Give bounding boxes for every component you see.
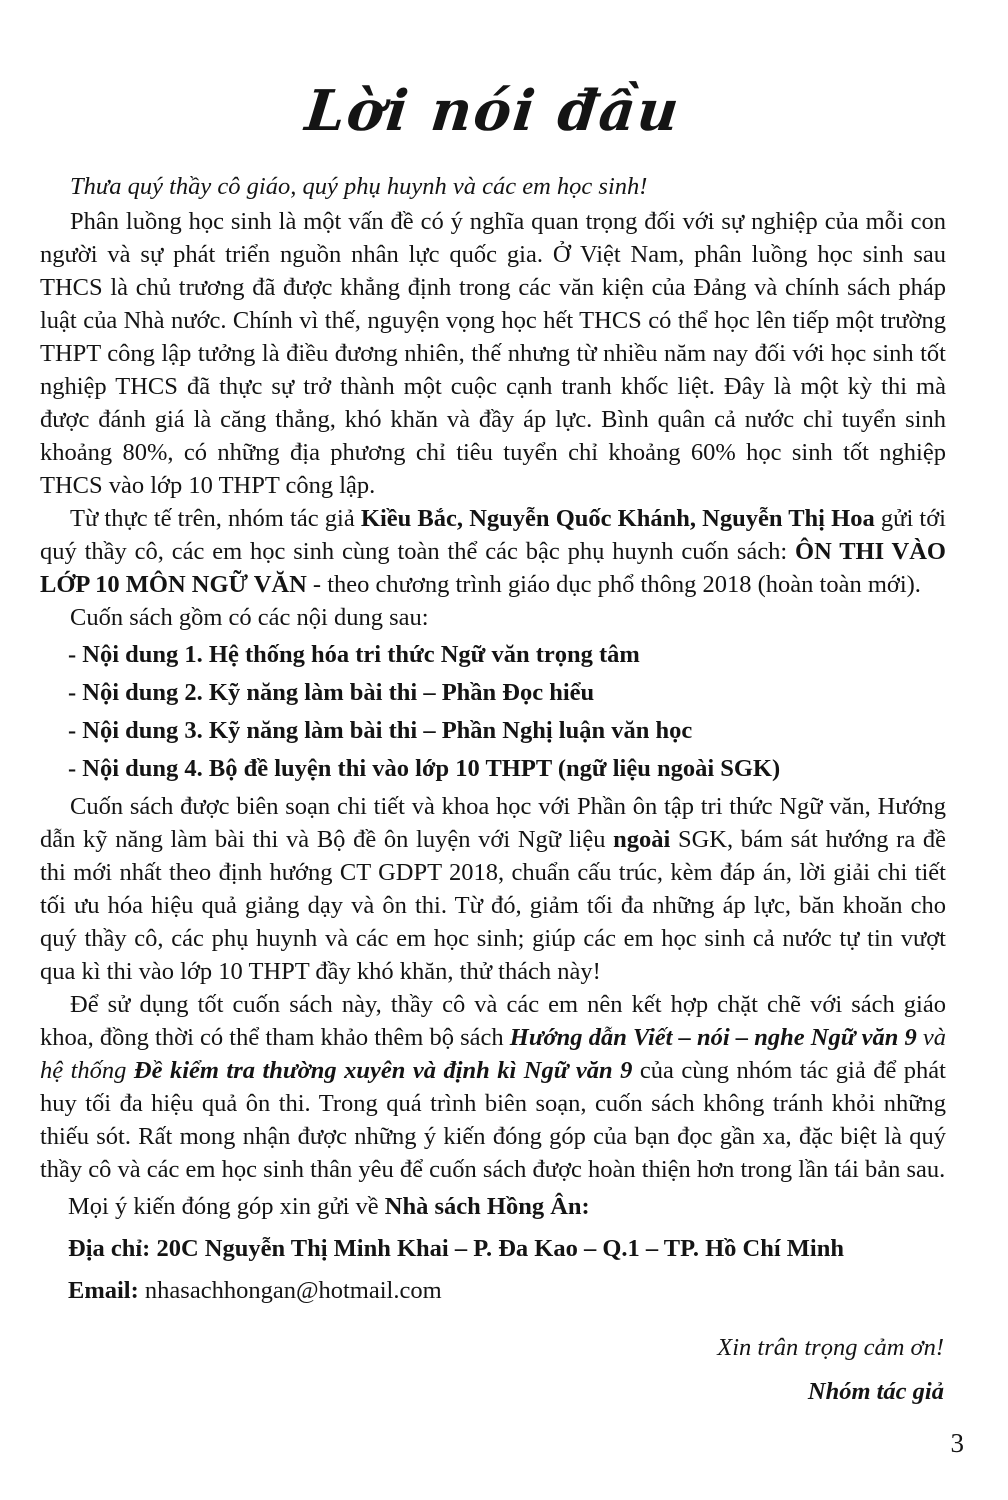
text-segment: và hệ thống — [40, 1024, 946, 1084]
text-segment: của cùng nhóm tác giả để phát huy tối đa hiệu quả ôn thi. Trong quá trình biên soạn, cuốn sách không tránh khỏi những thiếu sót. Rất mong nhận được những ý kiến đóng góp của bạn đọc gần xa, đặc biệt là quý thầy cô và các em học sinh thân yêu để cuốn sách được hoàn thiện hơn trong lần tái bản sau. — [40, 1057, 946, 1183]
email-value: nhasachhongan@hotmail.com — [138, 1277, 442, 1304]
text-segment: Cuốn sách được biên soạn chi tiết và khoa học với Phần ôn tập tri thức Ngữ văn, Hướng dẫn kỹ năng làm bài thi và Bộ đề ôn luyện với Ngữ liệu — [40, 793, 946, 853]
page-title: Lời nói đầu — [302, 78, 684, 144]
contact-block — [40, 1186, 946, 1312]
address-line: Địa chỉ: 20C Nguyễn Thị Minh Khai – P. Đa Kao – Q.1 – TP. Hồ Chí Minh — [68, 1235, 844, 1262]
contents-item-2: - Nội dung 2. Kỹ năng làm bài thi – Phần Đọc hiểu — [68, 679, 595, 706]
contents-list — [40, 636, 946, 788]
text-segment: Mọi ý kiến đóng góp xin gửi về — [68, 1193, 385, 1220]
email-line — [40, 1270, 946, 1312]
closing-thanks: Xin trân trọng cảm ơn! — [717, 1334, 944, 1361]
feedback-line — [40, 1186, 946, 1228]
salutation-line: Thưa quý thầy cô giáo, quý phụ huynh và các em học sinh! — [70, 173, 648, 200]
paragraph-description — [40, 790, 946, 988]
contents-item-3: - Nội dung 3. Kỹ năng làm bài thi – Phần Nghị luận văn học — [68, 717, 693, 744]
referenced-book-1: Hướng dẫn Viết – nói – nghe Ngữ văn 9 — [509, 1024, 917, 1051]
email-label: Email: — [68, 1277, 139, 1304]
paragraph-intro: Phân luồng học sinh là một vấn đề có ý nghĩa quan trọng đối với sự nghiệp của mỗi con người và sự phát triển nguồn nhân lực quốc gia. Ở Việt Nam, phân luồng học sinh sau THCS là chủ trương đã được khẳng định trong các văn kiện của Đảng và chính sách pháp luật của Nhà nước. Chính vì thế, nguyện vọng học hết THCS có thể học lên tiếp một trường THPT công lập tưởng là điều đương nhiên, thế nhưng từ nhiều năm nay đối với học sinh tốt nghiệp THCS đã thực sự trở thành một cuộc cạnh tranh khốc liệt. Đây là một kỳ thi mà được đánh giá là căng thẳng, khó khăn và đầy áp lực. Bình quân cả nước chỉ tuyển sinh khoảng 80%, có những địa phương chỉ tiêu tuyển chỉ khoảng 60% học sinh tốt nghiệp THCS vào lớp 10 THPT công lập. — [40, 208, 946, 499]
text-segment: SGK, bám sát hướng ra đề thi mới nhất theo định hướng CT GDPT 2018, chuẩn cấu trúc, kèm đáp án, lời giải chi tiết tối ưu hóa hiệu quả giảng dạy và ôn thi. Từ đó, giảm tối đa những áp lực, băn khoăn cho quý thầy cô, các phụ huynh và các em học sinh; giúp các em học sinh cả nước tự tin vượt qua kì thi vào lớp 10 THPT đầy khó khăn, thử thách này! — [40, 826, 946, 985]
author-names: Kiều Bắc, Nguyễn Quốc Khánh, Nguyễn Thị Hoa — [360, 505, 875, 532]
text-segment: Từ thực tế trên, nhóm tác giả — [70, 505, 361, 532]
book-title: ÔN THI VÀO LỚP 10 MÔN NGỮ VĂN — [40, 538, 946, 598]
publisher-name: Nhà sách Hồng Ân: — [384, 1193, 590, 1220]
contents-item-4: - Nội dung 4. Bộ đề luyện thi vào lớp 10 THPT (ngữ liệu ngoài SGK) — [68, 755, 781, 782]
text-segment: gửi tới quý thầy cô, các em học sinh cùng toàn thể các bậc phụ huynh cuốn sách: — [40, 505, 946, 565]
referenced-book-2: Đề kiểm tra thường xuyên và định kì Ngữ văn 9 — [133, 1057, 633, 1084]
text-segment: Để sử dụng tốt cuốn sách này, thầy cô và các em nên kết hợp chặt chẽ với sách giáo khoa, đồng thời có thể tham khảo thêm bộ sách — [40, 991, 946, 1051]
contents-intro: Cuốn sách gồm có các nội dung sau: — [70, 604, 429, 631]
paragraph-authors — [40, 502, 946, 601]
closing-signature: Nhóm tác giả — [807, 1378, 944, 1405]
page-number: 3 — [950, 1428, 964, 1458]
closing-block — [40, 1326, 946, 1414]
emphasized-word: ngoài — [613, 826, 671, 853]
contents-item-1: - Nội dung 1. Hệ thống hóa tri thức Ngữ văn trọng tâm — [68, 641, 640, 668]
paragraph-usage — [40, 988, 946, 1186]
text-segment: - theo chương trình giáo dục phổ thông 2018 (hoàn toàn mới). — [306, 571, 921, 598]
